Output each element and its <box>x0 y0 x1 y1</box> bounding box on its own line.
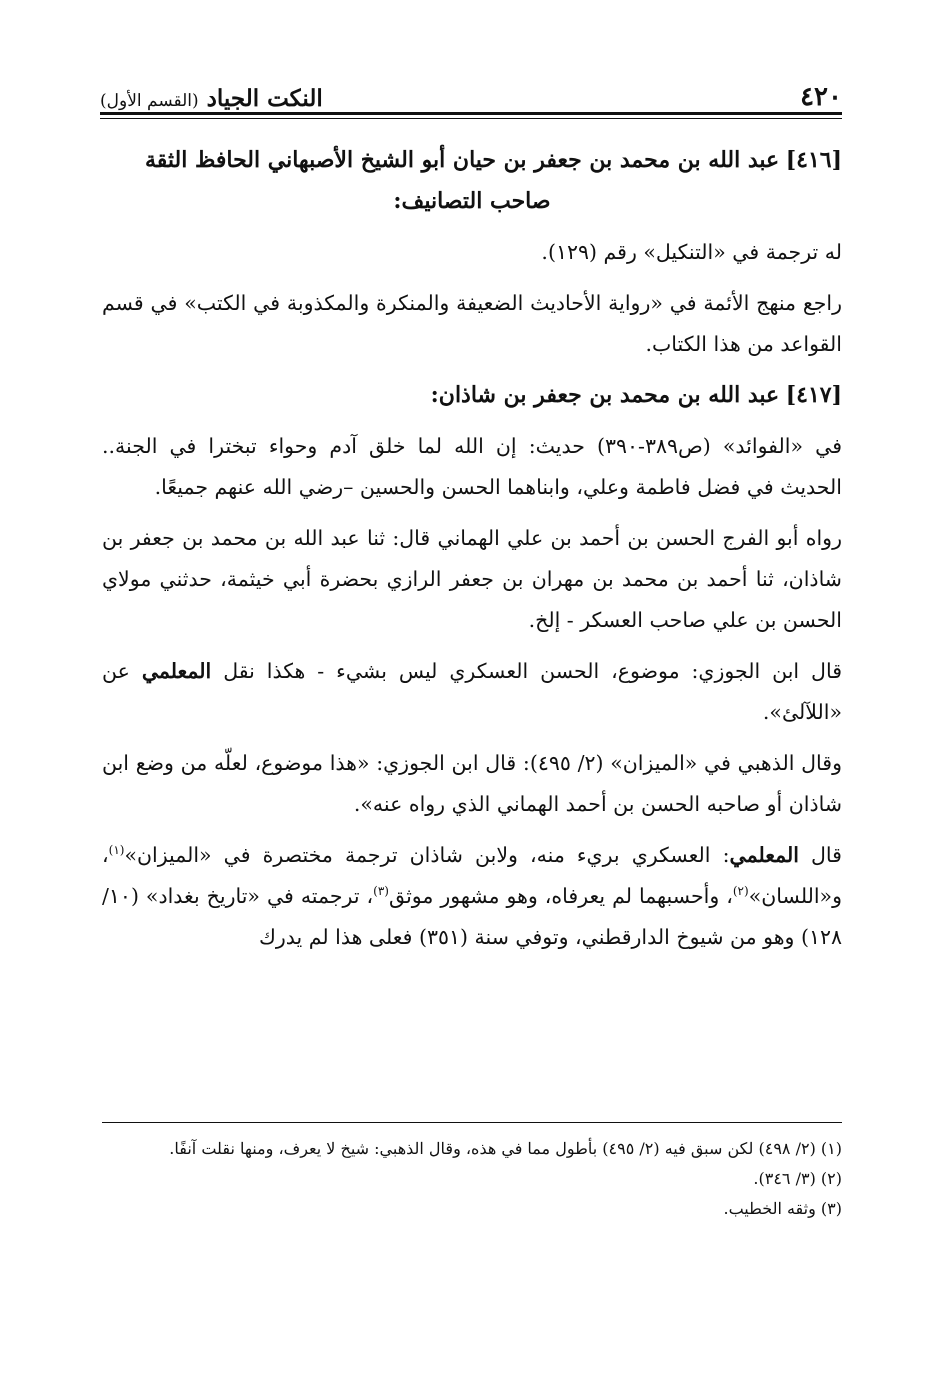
main-text <box>102 140 842 968</box>
scholar-name: المعلمي <box>729 843 799 867</box>
page-number: ٤٢٠ <box>800 82 842 112</box>
footnote-marker: (١) <box>108 843 125 858</box>
paragraph: راجع منهج الأئمة في «رواية الأحاديث الضعيفة والمنكرة والمكذوبة في الكتب» في قسم القواعد من هذا الكتاب. <box>102 291 842 356</box>
footnote: (٢) (٣/ ٣٤٦). <box>753 1169 842 1188</box>
entry-number: [٤١٦] <box>785 147 842 173</box>
paragraph: قال ابن الجوزي: موضوع، الحسن العسكري ليس بشيء - هكذا نقل المعلمي عن «اللآلئ». <box>102 659 842 724</box>
footnote-marker: (٢) <box>732 884 749 899</box>
entry-number: [٤١٧] <box>785 382 842 408</box>
paragraph: له ترجمة في «التنكيل» رقم (١٢٩). <box>541 240 842 264</box>
entry-title: عبد الله بن محمد بن جعفر بن حيان أبو الشيخ الأصبهاني الحافظ الثقة <box>144 147 780 173</box>
paragraph: رواه أبو الفرج الحسن بن أحمد بن علي الهماني قال: ثنا عبد الله بن محمد بن جعفر بن شاذان، ثنا أحمد بن محمد بن مهران بن جعفر الرازي بحضرة أبي خيثمة، حدثني مولاي الحسن بن علي صاحب العسكر - إلخ. <box>102 526 842 632</box>
entry-417-heading <box>102 375 842 416</box>
scholar-name: المعلمي <box>141 659 212 683</box>
paragraph: وقال الذهبي في «الميزان» (٢/ ٤٩٥): قال ابن الجوزي: «هذا موضوع، لعلّه من وضع ابن شاذان أو صاحبه الحسن بن أحمد الهماني الذي رواه عنه». <box>102 751 842 816</box>
page-header <box>100 70 842 110</box>
footnotes <box>102 1134 842 1224</box>
book-title: النكت الجياد <box>206 85 323 112</box>
footnote-marker: (٣) <box>373 884 389 899</box>
footnote-rule <box>102 1122 842 1123</box>
entry-title-continued: صاحب التصانيف: <box>393 188 551 214</box>
running-title <box>100 87 323 110</box>
header-rule-thin <box>100 118 842 119</box>
paragraph: قال المعلمي: العسكري بريء منه، ولابن شاذان ترجمة مختصرة في «الميزان»$^{(١)}$، و«اللسان»$^{(٢)}$، وأحسبهما لم يعرفاه، وهو مشهور موثق$^{(٣)}$، ترجمته في «تاريخ بغداد» (١٠/ ١٢٨) وهو من شيوخ الدارقطني، وتوفي سنة (٣٥١) فعلى هذا لم يدرك <box>102 843 842 949</box>
entry-416-heading <box>102 140 842 222</box>
entry-title: عبد الله بن محمد بن جعفر بن شاذان: <box>430 382 780 408</box>
section-label: (القسم الأول) <box>100 91 199 111</box>
header-rule-thick <box>100 112 842 115</box>
footnote: (١) (٢/ ٤٩٨) لكن سبق فيه (٢/ ٤٩٥) بأطول مما في هذه، وقال الذهبي: شيخ لا يعرف، ومنها نقلت آنفًا. <box>169 1139 842 1158</box>
footnote: (٣) وثقه الخطيب. <box>723 1199 842 1218</box>
paragraph: في «الفوائد» (ص٣٨٩-٣٩٠) حديث: إن الله لما خلق آدم وحواء تبخترا في الجنة.. الحديث في فضل فاطمة وعلي، وابناهما الحسن والحسين –رضي الله عنهم جميعًا. <box>102 434 842 499</box>
